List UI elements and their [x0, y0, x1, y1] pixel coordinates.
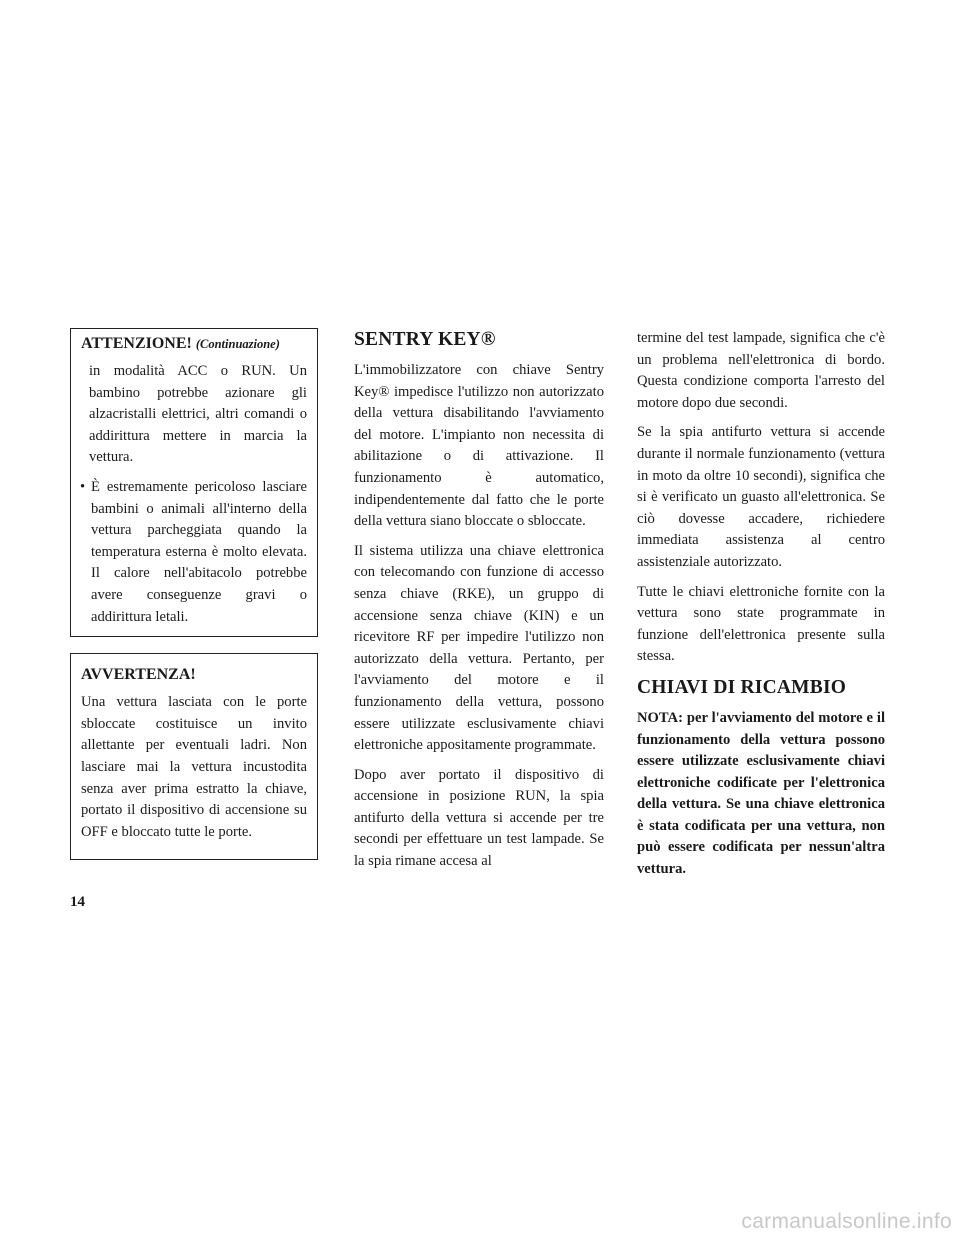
note-text: NOTA: per l'avviamento del motore e il funzionamento della vettura possono essere utilizzate esclusivamente chiavi elettroniche codificate per l'elettronica della vettura. Se una chiave elettronica è stata codificata per una vettura, non può essere codificata per nessun'altra vettura.	[637, 709, 885, 878]
sentry-key-heading: SENTRY KEY®	[354, 329, 496, 350]
right-column	[637, 328, 885, 889]
warning-bullet-item	[81, 477, 307, 628]
warning-bullet-text: È estremamente pericoloso lasciare bambini o animali all'interno della vettura parcheggiata quando la temperatura esterna è molto elevata. Il calore nell'abitacolo potrebbe avere conseguenze gravi o addirittura letali.	[91, 478, 307, 625]
caution-title: AVVERTENZA!	[81, 666, 196, 684]
paragraph: Il sistema utilizza una chiave elettronica con telecomando con funzione di accesso senza chiave (RKE), un gruppo di accensione senza chiave (KIN) e un ricevitore RF per impedire l'utilizzo non autorizzato della vettura. Pertanto, per l'avviamento del motore e il funzionamento della vettura, possono essere utilizzate esclusivamente chiavi elettroniche appositamente programmate.	[354, 542, 604, 754]
caution-text: Una vettura lasciata con le porte sbloccate costituisce un invito allettante per eventuali ladri. Non lasciare mai la vettura incustodita senza aver prima estratto la chiave, portato il dispositivo di accensione su OFF e bloccato tutte le porte.	[81, 694, 307, 840]
warning-title-text: ATTENZIONE!	[81, 335, 192, 352]
left-column	[70, 328, 318, 860]
warning-bullet-list	[81, 477, 307, 628]
bullet-icon: •	[80, 478, 86, 495]
paragraph: termine del test lampade, significa che c'è un problema nell'elettronica di bordo. Questa condizione comporta l'arresto del motore dopo due secondi.	[637, 330, 885, 411]
warning-box	[70, 328, 318, 637]
paragraph: Se la spia antifurto vettura si accende durante il normale funzionamento (vettura in moto da oltre 10 secondi), significa che si è verificato un guasto all'elettronica. Se ciò dovesse accadere, richiedere immediata assistenza al centro assistenziale autorizzato.	[637, 424, 885, 570]
continuation-label: (Continuazione)	[195, 337, 280, 351]
warning-continued-text: in modalità ACC o RUN. Un bambino potrebbe azionare gli alzacristalli elettrici, altri comandi o addirittura mettere in marcia la vettura.	[89, 363, 307, 466]
paragraph: L'immobilizzatore con chiave Sentry Key® impedisce l'utilizzo non autorizzato della vettura disabilitando l'avviamento del motore. L'impianto non necessita di abilitazione o di attivazione. Il funzionamento è automatico, indipendentemente dal fatto che le porte della vettura siano bloccate o sbloccate.	[354, 362, 604, 530]
page-number: 14	[70, 894, 85, 910]
caution-box	[70, 653, 318, 860]
watermark-text: carmanualsonline.info	[741, 1210, 952, 1233]
paragraph: Dopo aver portato il dispositivo di accensione in posizione RUN, la spia antifurto della vettura si accende per tre secondi per effettuare un test lampade. Se la spia rimane accesa al	[354, 766, 604, 870]
warning-title	[81, 333, 307, 355]
paragraph: Tutte le chiavi elettroniche fornite con la vettura sono state programmate in funzione dell'elettronica presente sulla stessa.	[637, 583, 885, 665]
middle-column	[354, 328, 604, 881]
spare-keys-heading: CHIAVI DI RICAMBIO	[637, 676, 847, 698]
